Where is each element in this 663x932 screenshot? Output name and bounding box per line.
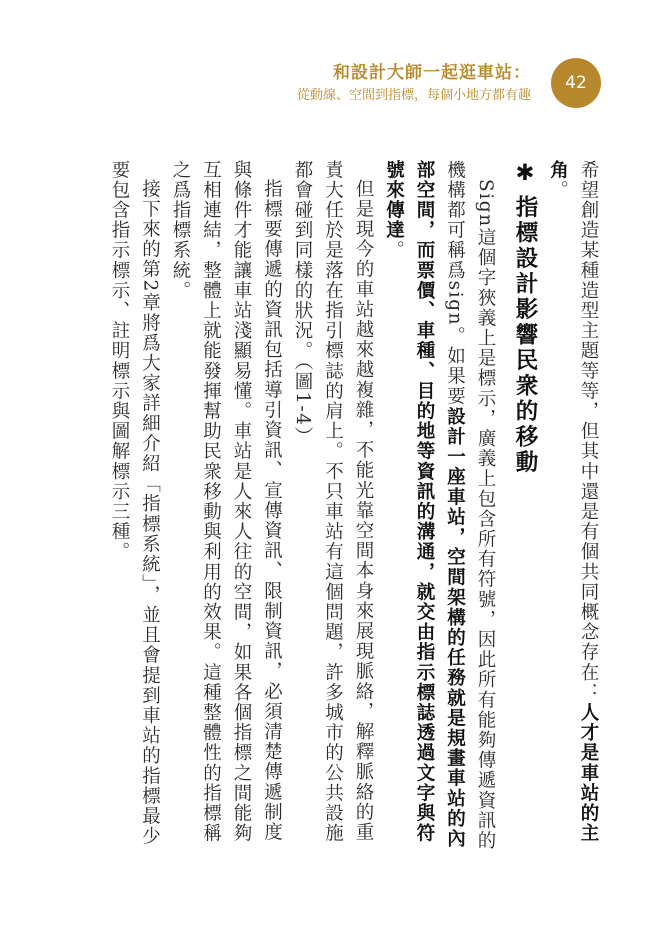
book-title: 和設計大師一起逛車站： [333, 63, 531, 83]
section-heading-text: 指標設計影響民衆的移動 [512, 195, 538, 476]
emphasis-text: 設計一座車站，空間架構的任務就是規畫車站的內部空間，而票價、車種、目的地等資訊的溝通，就交由指示標誌透過文字與符號來傳達 [383, 160, 466, 849]
paragraph-1: 希望創造某種造型主題等等，但其中還是有個共同概念存在：人才是車站的主角。 [547, 160, 599, 844]
page-number-badge: 42 [551, 58, 601, 108]
paragraph-4: 指標要傳遞的資訊包括導引資訊、宣傳資訊、限制資訊，必須清楚傳遞制度與條件才能讓車站淺顯易懂。車站是人來人往的空間，如果各個指標之間能夠互相連結，整體上就能發揮幫助民衆移動與利用的效果。這種整體性的指標稱之爲指標系統。 [170, 160, 283, 844]
paragraph-3: 但是現今的車站越來越複雜，不能光靠空間本身來展現脈絡，解釋脈絡的重責大任於是落在指引標誌的肩上。不只車站有這個問題，許多城市的公共設施都會碰到同樣的狀況。（圖1-4） [292, 160, 374, 844]
paragraph-5: 接下來的第2章將爲大家詳細介紹「指標系統」，並且會提到車站的指標最少要包含指示標示、註明標示與圖解標示三種。 [109, 160, 161, 846]
paragraph-2: Sign這個字狹義上是標示，廣義上包含所有符號，因此所有能夠傳遞資訊的機構都可稱爲sign。如果要設計一座車站，空間架構的任務就是規畫車站的內部空間，而票價、車種、目的地等資訊的溝通，就交由指示標誌透過文字與符號來傳達。 [383, 160, 496, 851]
asterisk-icon: ✱ [512, 160, 538, 189]
section-heading [508, 160, 542, 860]
running-header [297, 62, 531, 105]
vertical-text-body [83, 160, 603, 860]
book-subtitle: 從動線、空間到指標，每個小地方都有趣 [296, 88, 531, 103]
emphasis-text: 人才是車站的主角 [547, 160, 599, 844]
